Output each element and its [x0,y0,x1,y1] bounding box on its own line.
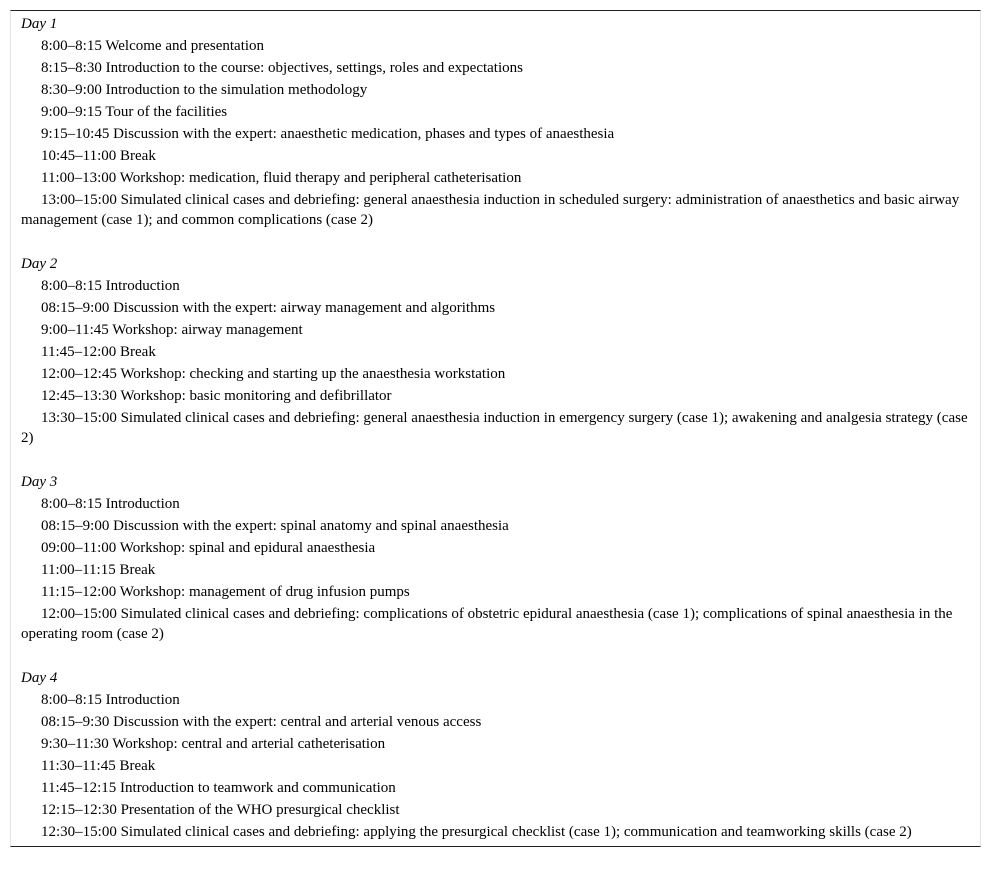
day-2-title: Day 2 [21,256,58,272]
schedule-entry: 12:30–15:00 Simulated clinical cases and debriefing: applying the presurgical checklist (case 1); communication and teamworking skills (case 2) [41,824,912,840]
day-3-title: Day 3 [21,474,58,490]
schedule-entry: 11:30–11:45 Break [41,758,156,774]
schedule-entry: 12:00–12:45 Workshop: checking and starting up the anaesthesia workstation [41,366,506,382]
day-4-block [21,667,970,843]
schedule-entry: 08:15–9:00 Discussion with the expert: spinal anatomy and spinal anaesthesia [41,518,509,534]
schedule-entry: 12:45–13:30 Workshop: basic monitoring and defibrillator [41,388,392,404]
day-1-block [21,13,970,231]
schedule-entry: 9:00–11:45 Workshop: airway management [41,322,303,338]
schedule-entry: 13:00–15:00 Simulated clinical cases and debriefing: general anaesthesia induction in scheduled surgery: administration of anaesthetics and basic airway management (case 1); and common complications (case 2) [21,192,960,228]
day-3-block [21,471,970,645]
schedule-entry: 8:00–8:15 Introduction [41,278,180,294]
day-1-title: Day 1 [21,16,58,32]
schedule-entry: 08:15–9:30 Discussion with the expert: central and arterial venous access [41,714,482,730]
course-schedule-table [10,10,981,847]
schedule-entry: 9:30–11:30 Workshop: central and arterial catheterisation [41,736,386,752]
schedule-entry: 11:45–12:00 Break [41,344,156,360]
schedule-entry: 10:45–11:00 Break [41,148,156,164]
schedule-entry: 11:15–12:00 Workshop: management of drug infusion pumps [41,584,410,600]
schedule-entry: 11:00–13:00 Workshop: medication, fluid therapy and peripheral catheterisation [41,170,522,186]
schedule-entry: 9:00–9:15 Tour of the facilities [41,104,228,120]
schedule-entry: 8:00–8:15 Introduction [41,496,180,512]
schedule-entry: 08:15–9:00 Discussion with the expert: airway management and algorithms [41,300,496,316]
schedule-entry: 8:00–8:15 Introduction [41,692,180,708]
day-2-block [21,253,970,449]
schedule-cell [11,11,980,846]
schedule-entry: 12:00–15:00 Simulated clinical cases and debriefing: complications of obstetric epidural anaesthesia (case 1); complications of spinal anaesthesia in the operating room (case 2) [21,606,953,642]
schedule-entry: 13:30–15:00 Simulated clinical cases and debriefing: general anaesthesia induction in emergency surgery (case 1); awakening and analgesia strategy (case 2) [21,410,968,446]
schedule-entry: 8:15–8:30 Introduction to the course: objectives, settings, roles and expectations [41,60,523,76]
schedule-entry: 09:00–11:00 Workshop: spinal and epidural anaesthesia [41,540,376,556]
schedule-entry: 9:15–10:45 Discussion with the expert: anaesthetic medication, phases and types of anaesthesia [41,126,615,142]
schedule-entry: 11:45–12:15 Introduction to teamwork and communication [41,780,396,796]
schedule-entry: 8:30–9:00 Introduction to the simulation methodology [41,82,368,98]
day-4-title: Day 4 [21,670,58,686]
schedule-entry: 11:00–11:15 Break [41,562,156,578]
schedule-entry: 8:00–8:15 Welcome and presentation [41,38,265,54]
schedule-entry: 12:15–12:30 Presentation of the WHO presurgical checklist [41,802,400,818]
